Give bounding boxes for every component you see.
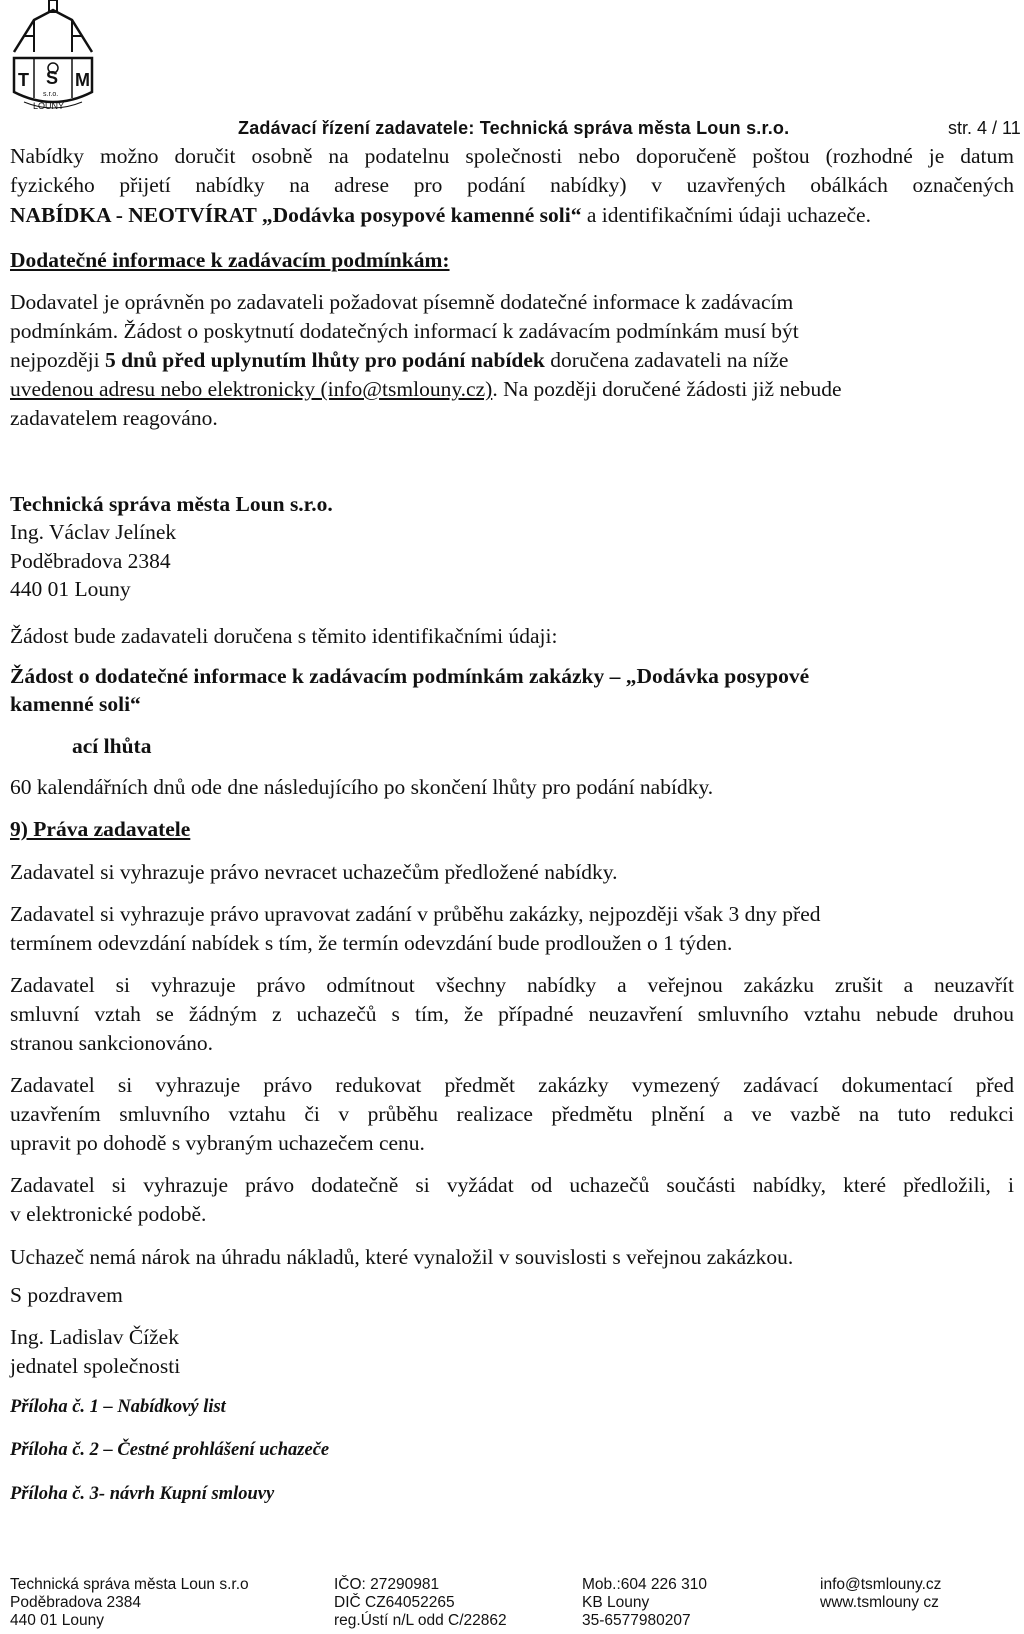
company-logo — [4, 0, 102, 110]
footer-register: reg.Ústí n/L odd C/22862 — [334, 1612, 507, 1629]
rights-p4-line-1: Zadavatel si vyhrazuje právo redukovat předmět zakázky vymezený zadávací dokumentací před — [10, 1073, 1014, 1097]
logo-letter-t: T — [18, 70, 29, 90]
rights-p4-line-2: uzavřením smluvního vztahu či v průběhu realizace předmětu plnění a ve vazbě na tuto redukci — [10, 1102, 1014, 1126]
tsm-logo-icon — [4, 0, 102, 110]
rights-p6: Uchazeč nemá nárok na úhradu nákladů, které vynaložil v souvislosti s veřejnou zakázkou. — [10, 1245, 794, 1269]
rights-p5-line-2: v elektronické podobě. — [10, 1202, 207, 1226]
delivery-marking: NABÍDKA - NEOTVÍRAT „Dodávka posypové kamenné soli“ — [10, 203, 582, 227]
binding-period-text: 60 kalendářních dnů ode dne následujícího po skončení lhůty pro podání nabídky. — [10, 775, 714, 799]
footer-bank-name: KB Louny — [582, 1594, 650, 1611]
footer-email-link[interactable]: info@tsmlouny.cz — [820, 1576, 942, 1593]
delivery-line-2: fyzického přijetí nabídky na adrese pro podání nabídky) v uzavřených obálkách označených — [10, 173, 1014, 197]
rights-p5-line-1: Zadavatel si vyhrazuje právo dodatečně si vyžádat od uchazečů součásti nabídky, které předložili, i — [10, 1173, 1014, 1197]
footer-bank-account: 35-6577980207 — [582, 1612, 691, 1629]
additional-info-line-3-a: nejpozději — [10, 348, 105, 372]
additional-info-line-3 — [10, 346, 1014, 374]
address-company: Technická správa města Loun s.r.o. — [10, 492, 333, 516]
footer-ico: IČO: 27290981 — [334, 1576, 440, 1593]
footer-registration — [334, 1576, 507, 1630]
footer-company — [10, 1576, 249, 1630]
attachment-1: Příloha č. 1 – Nabídkový list — [10, 1397, 226, 1417]
rights-p3-line-2: smluvní vztah se žádným z uchazečů s tím, že případné neuzavření smluvního vztahu nebude druhou — [10, 1002, 1014, 1026]
logo-city: LOUNY — [33, 101, 65, 111]
rights-p2-line-1: Zadavatel si vyhrazuje právo upravovat zadání v průběhu zakázky, nejpozději však 3 dny před — [10, 902, 821, 926]
rights-p4-line-3: upravit po dohodě s vybraným uchazečem cenu. — [10, 1131, 425, 1155]
address-person: Ing. Václav Jelínek — [10, 520, 177, 544]
rights-p3-line-1: Zadavatel si vyhrazuje právo odmítnout všechny nabídky a veřejnou zakázku zrušit a neuzavřít — [10, 973, 1014, 997]
closing-greeting: S pozdravem — [10, 1283, 123, 1307]
footer-company-city: 440 01 Louny — [10, 1612, 104, 1629]
deadline-highlight: 5 dnů před uplynutím lhůty pro podání nabídek — [104, 348, 545, 372]
footer-contact — [820, 1576, 941, 1612]
footer-website-link[interactable]: www.tsmlouny cz — [820, 1594, 939, 1611]
attachment-3: Příloha č. 3- návrh Kupní smlouvy — [10, 1484, 275, 1504]
request-title-line-1: Žádost o dodatečné informace k zadávacím podmínkám zakázky – „Dodávka posypové — [10, 664, 810, 688]
request-intro: Žádost bude zadavateli doručena s těmito identifikačními údaji: — [10, 624, 558, 648]
footer-company-street: Poděbradova 2384 — [10, 1594, 142, 1611]
rights-p2-line-2: termínem odevzdání nabídek s tím, že termín odevzdání bude prodloužen o 1 týden. — [10, 931, 733, 955]
additional-info-line-5: zadavatelem reagováno. — [10, 406, 218, 430]
delivery-line-1: Nabídky možno doručit osobně na podatelnu společnosti nebo doporučeně poštou (rozhodné je datum — [10, 144, 1014, 168]
page-number: str. 4 / 11 — [948, 118, 1021, 138]
delivery-line-3-rest: a identifikačními údaji uchazeče. — [581, 203, 871, 227]
footer-mobile: Mob.:604 226 310 — [582, 1576, 707, 1593]
additional-info-line-2: podmínkám. Žádost o poskytnutí dodatečných informací k zadávacím podmínkám musí být — [10, 319, 799, 343]
signatory-role: jednatel společnosti — [10, 1354, 181, 1378]
additional-info-line-4 — [10, 375, 1014, 403]
additional-info-line-3-c: doručena zadavateli na níže — [544, 348, 789, 372]
footer-dic: DIČ CZ64052265 — [334, 1594, 455, 1611]
page-header-title: Zadávací řízení zadavatele: Technická správa města Loun s.r.o. — [238, 118, 790, 138]
rights-p1: Zadavatel si vyhrazuje právo nevracet uchazečům předložené nabídky. — [10, 860, 618, 884]
rights-p3-line-3: stranou sankcionováno. — [10, 1031, 214, 1055]
request-title-line-2: kamenné soli“ — [10, 692, 141, 716]
email-link[interactable]: uvedenou adresu nebo elektronicky (info@tsmlouny.cz) — [10, 377, 493, 401]
rights-heading: 9) Práva zadavatele — [10, 817, 191, 841]
additional-info-heading: Dodatečné informace k zadávacím podmínkám: — [10, 248, 450, 272]
attachment-2: Příloha č. 2 – Čestné prohlášení uchazeče — [10, 1440, 330, 1460]
footer-company-name: Technická správa města Loun s.r.o — [10, 1576, 249, 1593]
signatory-name: Ing. Ladislav Čížek — [10, 1325, 179, 1349]
address-city: 440 01 Louny — [10, 577, 131, 601]
logo-letter-s: S — [46, 68, 59, 88]
additional-info-line-4-rest: . Na později doručené žádosti již nebude — [492, 377, 842, 401]
footer-bank — [582, 1576, 707, 1630]
logo-letter-m: M — [75, 70, 90, 90]
logo-sro: s.r.o. — [43, 91, 59, 98]
additional-info-line-1: Dodavatel je oprávněn po zadavateli požadovat písemně dodatečné informace k zadávacím — [10, 290, 794, 314]
address-street: Poděbradova 2384 — [10, 549, 171, 573]
delivery-line-3 — [10, 201, 1014, 229]
binding-period-heading: ací lhůta — [72, 734, 152, 758]
